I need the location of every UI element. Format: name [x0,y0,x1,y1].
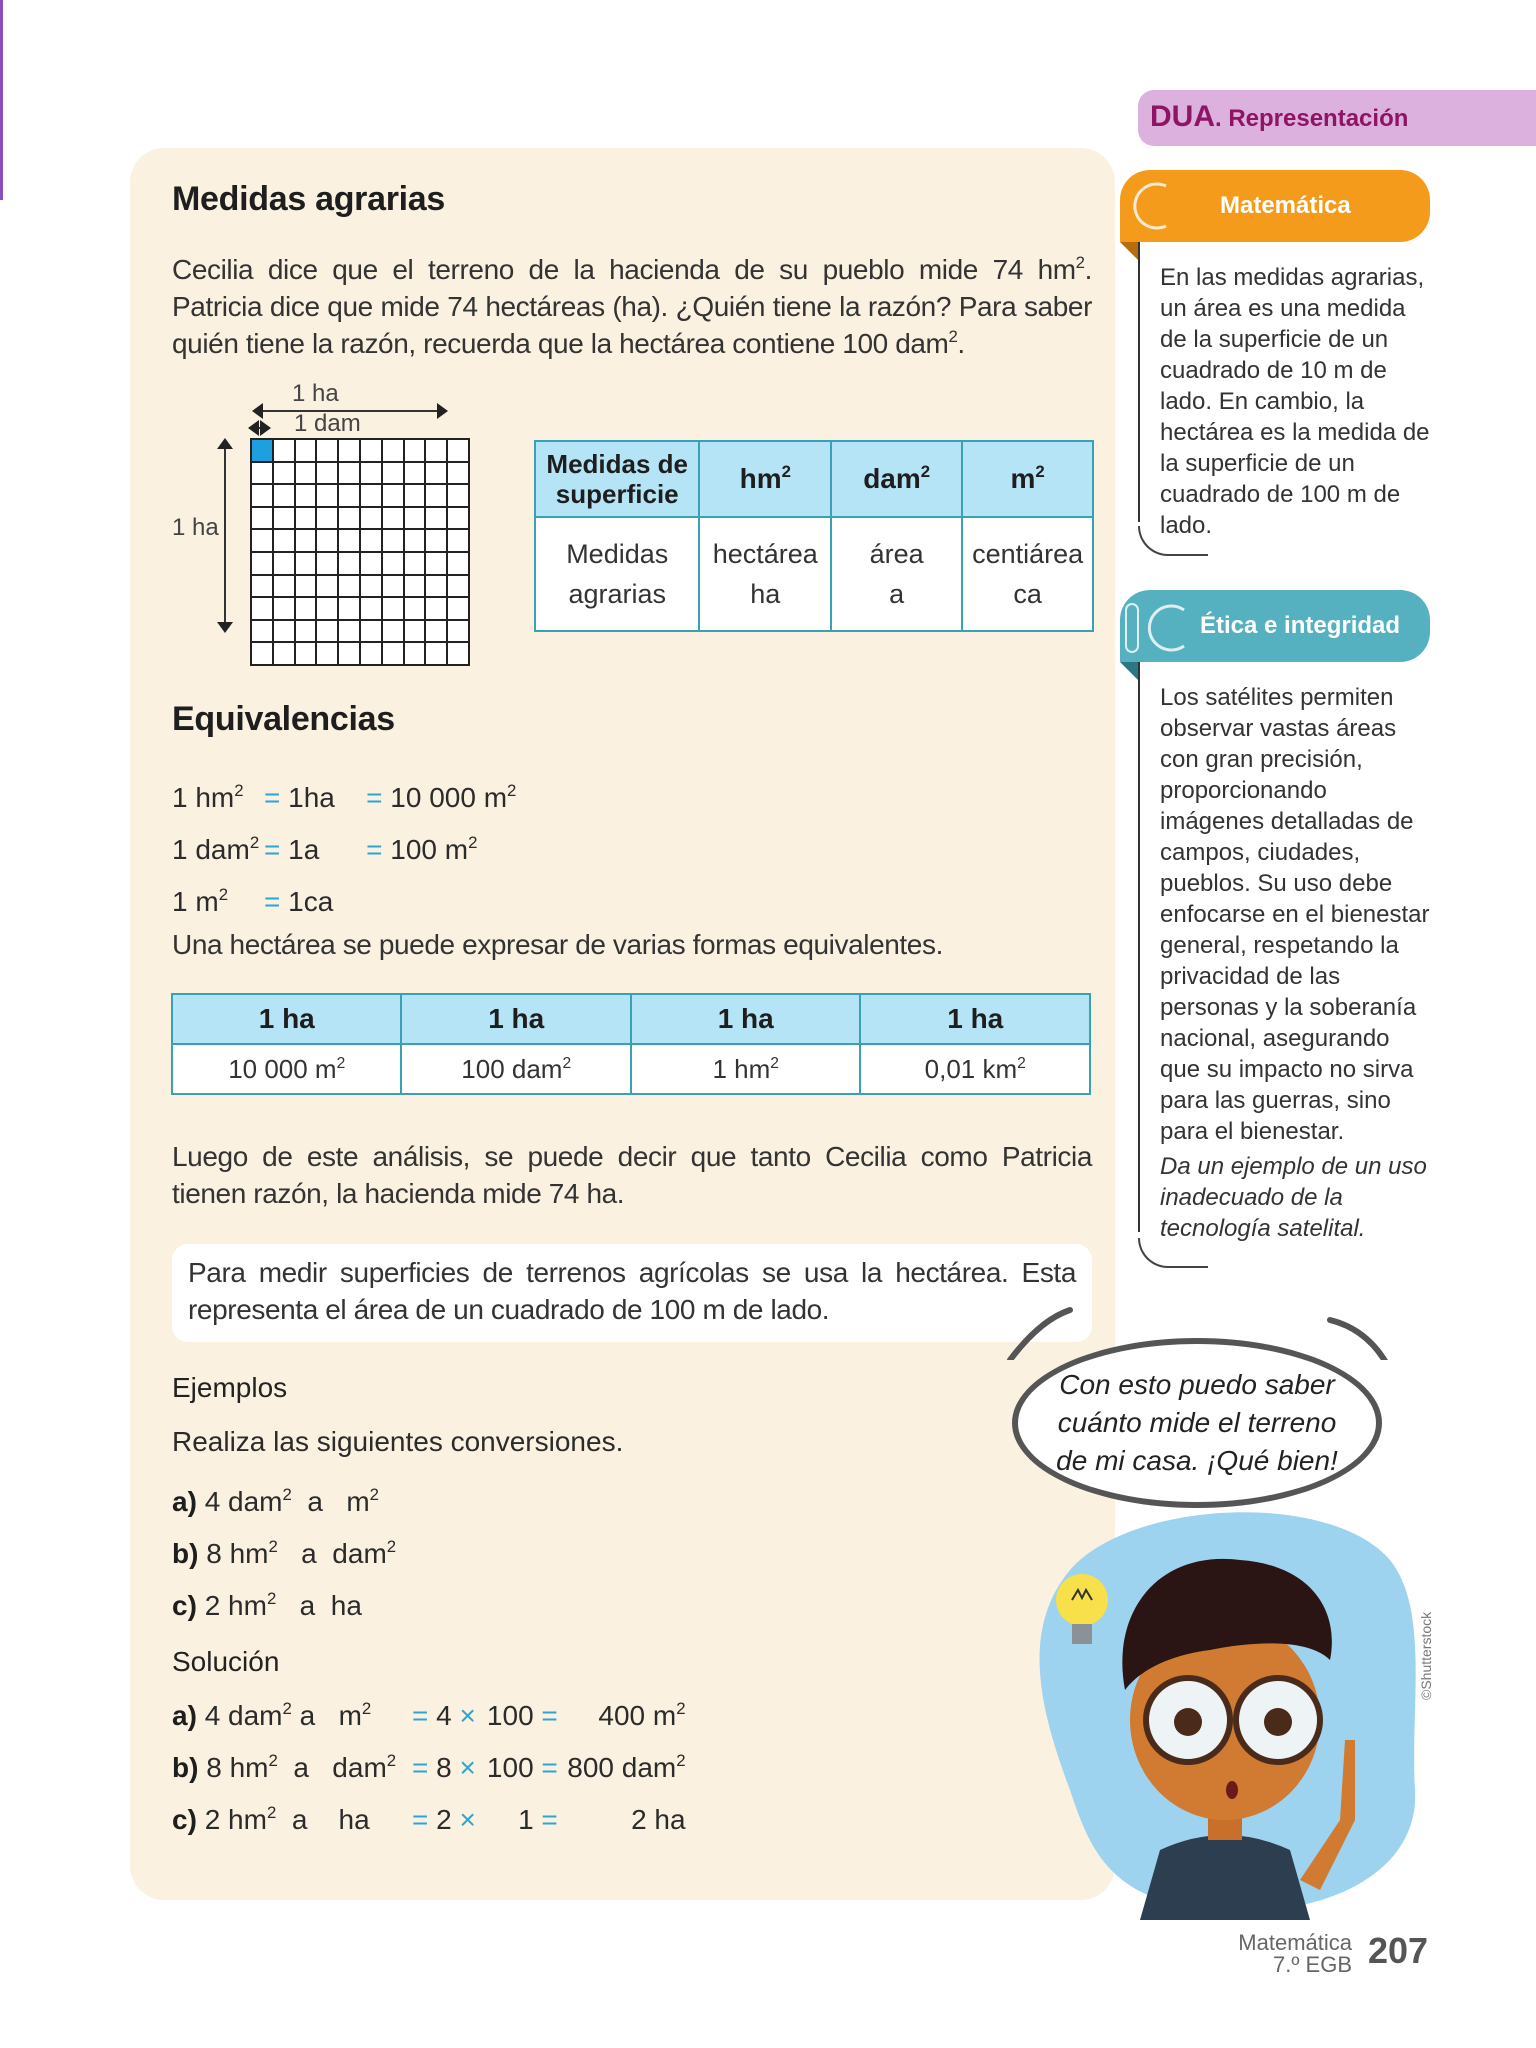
ethics-body: Los satélites permiten observar vastas áreas con gran precisión, proporcionando imágenes detalladas de campos, ciudades, pueblos. Su uso debe enfocarse en el bienestar general, respetando la privacidad de las personas y la soberanía nacional, asegurando que su impacto no sirva para las guerras, sino para el bienestar. [1160,684,1430,1145]
grid-cell [252,485,272,506]
superscript: 2 [948,327,958,347]
math-tag [1120,170,1430,242]
units-cell: área a [831,517,962,631]
page-number: 207 [1368,1930,1429,1971]
grid-cell [274,598,294,619]
dua-header [1138,90,1536,146]
example-item: b) 8 $hm^2$ a dam$^2$ [172,1537,397,1569]
footer-subject-name: Matemática [1238,1930,1352,1955]
dua-title: . Representación [1215,105,1409,132]
hectare-header: 1 ha [631,994,860,1044]
grid-cell [339,643,359,664]
ethics-text [1160,682,1435,1244]
image-credit: ©Shutterstock [1418,1611,1434,1700]
hectare-value: 100 dam$^2$ [401,1044,631,1094]
grid-cell [383,621,403,642]
intro-text-1: Cecilia dice que el terreno de la hacienda de su pueblo mide 74 hm [172,254,1076,285]
bubble-accent-marks [1000,1300,1400,1360]
equivalence-row: 1 dam$^2$ = 1a = 100 $m^2$ [172,833,478,865]
grid-cell [426,553,446,574]
grid-cell [274,463,294,484]
diagram-side-label: 1 ha [172,514,219,541]
key-note-text: Para medir superficies de terrenos agrícolas se usa la hectárea. Esta representa el área de un cuadrado de 100 m de lado. [188,1257,1076,1325]
grid-cell [317,463,337,484]
grid-cell [252,621,272,642]
grid-cell [405,440,425,461]
units-cell: Medidas agrarias [535,517,699,631]
units-table [534,440,1094,632]
grid-cell [361,598,381,619]
equivalences-list [172,772,516,928]
hectare-forms-text: Una hectárea se puede expresar de varias formas equivalentes. [172,929,943,960]
grid-cell [296,598,316,619]
grid-cell [448,621,468,642]
grid-cell [296,643,316,664]
grid-cell [296,553,316,574]
grid-cell [426,621,446,642]
superscript: 2 [1075,253,1085,273]
grid-cell [361,485,381,506]
grid-cell [296,440,316,461]
grid-cell [426,643,446,664]
grid-cell [274,643,294,664]
grid-cell [405,621,425,642]
grid-cell [426,440,446,461]
grid-cell [339,598,359,619]
hectare-header: 1 ha [172,994,401,1044]
intro-text-3: . [957,328,965,359]
key-note-box [172,1244,1092,1342]
grid-cell [317,643,337,664]
examples-title: Ejemplos [172,1372,288,1403]
grid-cell [405,598,425,619]
example-item: c) 2 $hm^2$ a ha [172,1589,362,1621]
grid-cell [405,485,425,506]
grid-cell [426,530,446,551]
grid-cell [361,643,381,664]
grid-cell [426,508,446,529]
solution-item: a) 4 dam$^2$ a $m^2 = 4 \times 100 = 400$ $m^2$ [172,1699,686,1731]
grid-cell [383,576,403,597]
grid-cell [448,598,468,619]
grid-cell [426,598,446,619]
grid-cell [252,530,272,551]
grid-cell [383,440,403,461]
footer-grade: 7.º EGB [1273,1952,1352,1977]
grid-cell [252,553,272,574]
grid-cell [361,508,381,529]
ha-height-arrow [224,446,226,624]
grid-cell [383,553,403,574]
arrow-up-icon [217,438,233,449]
grid-cell [361,576,381,597]
grid-cell [317,621,337,642]
grid-cell [426,485,446,506]
grid-cell [317,576,337,597]
diagram-top-label: 1 ha [292,380,339,407]
solution-item: b) 8 $hm^2$ a dam$^2$ = 8 × 100 = 800 dam$^2$ [172,1751,686,1783]
grid-cell [405,553,425,574]
grid-cell [296,621,316,642]
grid-cell [252,576,272,597]
arrow-left-icon [248,420,259,436]
hectare-equivalence-table [171,993,1091,1095]
grid-cell [274,621,294,642]
ethics-tag-label: Ética e integridad [1200,612,1401,639]
grid-cell [317,485,337,506]
grid-cell [383,485,403,506]
example-item: a) 4 dam$^2$ a $m^2$ [172,1485,380,1517]
grid-cell [405,530,425,551]
diagram-small-label: 1 dam [294,410,361,437]
side-rule [1138,242,1140,522]
grid-cell [383,598,403,619]
grid-cell [296,530,316,551]
grid-cell [405,576,425,597]
grid-cell [426,576,446,597]
grid-cell [448,553,468,574]
ethics-tag [1120,590,1430,662]
grid-cell [361,553,381,574]
equivalences-title: Equivalencias [172,700,395,738]
grid-cell [339,621,359,642]
math-tag-label: Matemática [1220,192,1351,219]
grid-cell [339,576,359,597]
speech-text: Con esto puedo saber cuánto mide el terreno de mi casa. ¡Qué bien! [1056,1369,1338,1476]
grid-cell [252,508,272,529]
solution-list [172,1690,686,1846]
math-text: En las medidas agrarias, un área es una medida de la superficie de un cuadrado de 10 m de lado. En cambio, la hectárea es la medida de la superficie de un cuadrado de 100 m de lado. [1160,264,1430,539]
grid-cell [383,643,403,664]
units-header-3: $m^2$ [962,441,1093,517]
intro-paragraph [172,251,1092,362]
grid-cell [448,530,468,551]
grid-cell [448,508,468,529]
grid-cell [361,440,381,461]
hectare-value: 10 000 $m^2$ [172,1044,401,1094]
hundred-square-grid [250,438,470,666]
units-cell: centiárea ca [962,517,1093,631]
ethics-question: Da un ejemplo de un uso inadecuado de la tecnología satelital. [1160,1153,1427,1242]
c-logo-icon [1120,170,1180,242]
grid-cell [339,463,359,484]
equivalence-row: 1 $m^2 = 1ca$ [172,885,334,917]
arrow-right-icon [437,403,448,419]
hectare-value: 0,01 $km^2$ [860,1044,1090,1094]
grid-cell [317,598,337,619]
grid-cell [405,508,425,529]
grid-cell [274,440,294,461]
arrow-down-icon [217,622,233,633]
equivalence-row: 1 $hm^2 = 1ha = 10$ 000 $m^2$ [172,781,517,813]
grid-cell [252,598,272,619]
grid-cell [361,530,381,551]
side-rule [1138,662,1140,1232]
grid-cell [405,463,425,484]
intro-text-2: . Patricia dice que mide 74 hectáreas (ha). ¿Quién tiene la razón? Para saber quién tiene la razón, recuerda que la hectárea contiene 100 dam [172,254,1092,359]
grid-cell [448,440,468,461]
highlighted-dam-cell [252,440,272,461]
solution-title: Solución [172,1646,280,1677]
units-header-0: Medidas de superficie [535,441,699,517]
grid-cell [339,485,359,506]
grid-cell [383,530,403,551]
examples-instruction: Realiza las siguientes conversiones. [172,1426,624,1457]
grid-cell [339,508,359,529]
examples-list [172,1476,396,1632]
grid-cell [448,485,468,506]
units-cell: hectárea ha [699,517,831,631]
grid-cell [296,463,316,484]
grid-cell [383,508,403,529]
footer-subject [1238,1932,1352,1976]
grid-cell [361,463,381,484]
grid-cell [405,643,425,664]
left-accent-bar [0,0,3,200]
boy-illustration [1010,1490,1440,1920]
grid-cell [296,485,316,506]
speech-bubble [1012,1338,1382,1508]
hectare-value: 1 $hm^2$ [631,1044,860,1094]
grid-cell [448,643,468,664]
arrow-right-icon [260,420,271,436]
grid-cell [448,463,468,484]
grid-cell [339,440,359,461]
grid-cell [317,508,337,529]
grid-cell [361,621,381,642]
hectare-header: 1 ha [860,994,1090,1044]
grid-cell [317,440,337,461]
tag-fold [1120,662,1138,680]
grid-cell [252,463,272,484]
grid-cell [296,576,316,597]
hectare-header: 1 ha [401,994,631,1044]
grid-cell [274,553,294,574]
grid-cell [317,530,337,551]
grid-cell [274,485,294,506]
grid-cell [383,463,403,484]
grid-cell [274,530,294,551]
ic-logo-icon [1120,590,1200,662]
grid-cell [339,553,359,574]
arrow-left-icon [252,403,263,419]
grid-cell [296,508,316,529]
grid-cell [339,530,359,551]
units-header-2: dam$^2$ [831,441,962,517]
grid-cell [252,643,272,664]
grid-cell [317,553,337,574]
solution-item: c) 2 $hm^2$ a ha = 2 × 1 = 2 ha [172,1803,686,1835]
tag-fold [1120,242,1138,260]
section-title: Medidas agrarias [172,180,445,218]
conclusion-paragraph: Luego de este análisis, se puede decir que tanto Cecilia como Patricia tienen razón, la hacienda mide 74 ha. [172,1141,1092,1209]
grid-cell [274,576,294,597]
units-header-1: $hm^2$ [699,441,831,517]
grid-cell [426,463,446,484]
grid-cell [274,508,294,529]
grid-cell [448,576,468,597]
dua-bold: DUA [1150,100,1215,133]
